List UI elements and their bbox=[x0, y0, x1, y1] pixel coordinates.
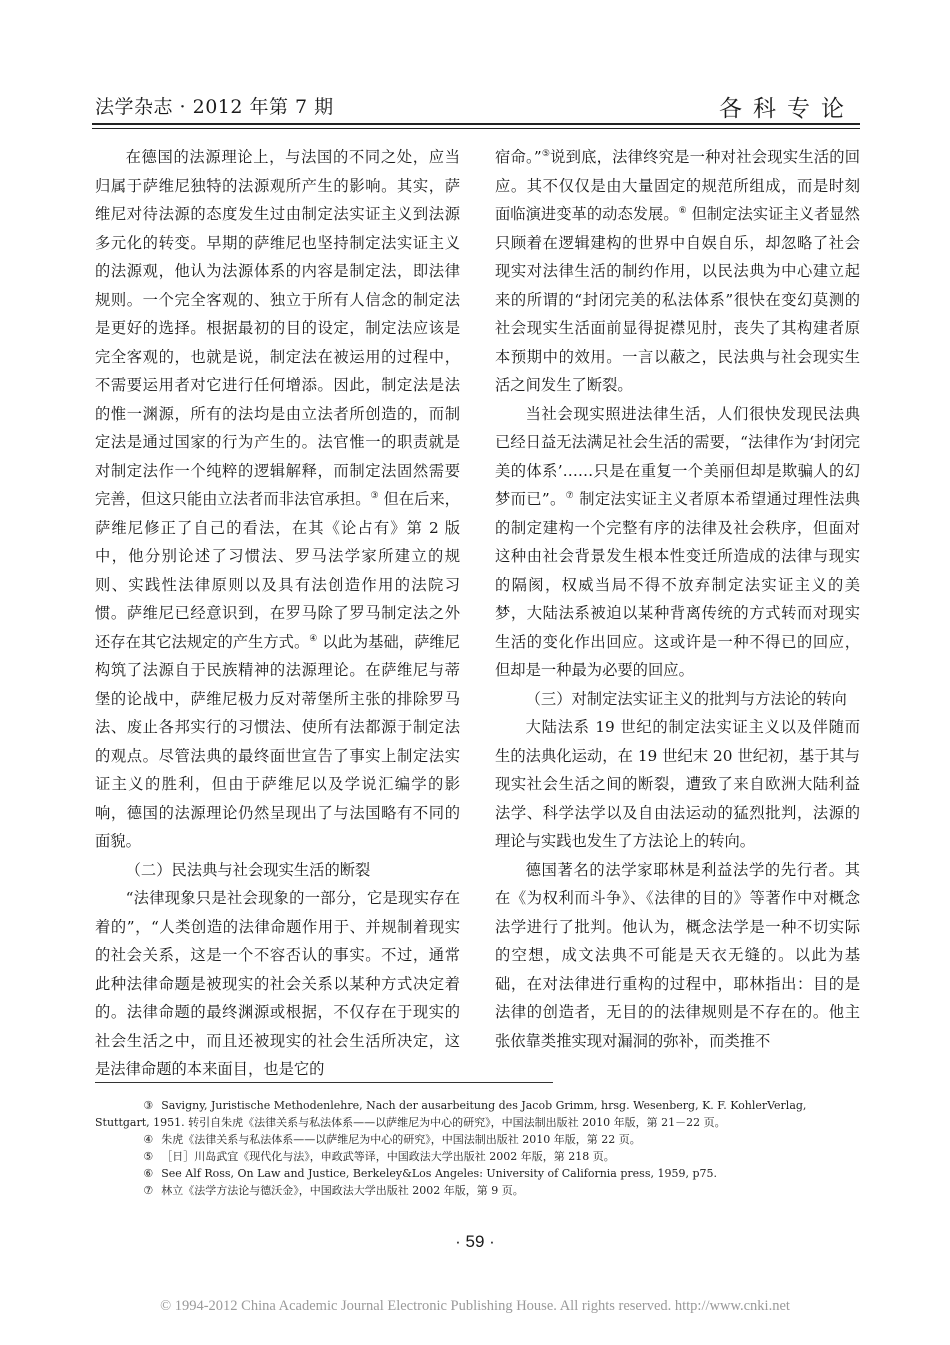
paragraph bbox=[495, 143, 860, 400]
section-heading: （二）民法典与社会现实生活的断裂 bbox=[125, 860, 371, 879]
footnote bbox=[95, 1148, 860, 1165]
footnote-text: ［日］川岛武宜《现代化与法》，申政武等译，中国政法大学出版社 2002 年版，第 218 页。 bbox=[161, 1150, 615, 1163]
footnote-number: ③ bbox=[143, 1099, 154, 1112]
footnote-divider bbox=[95, 1082, 553, 1083]
paragraph-text: 说到底，法律终究是一种对社会现实生活的回应。其不仅仅是由大量固定的规范所组成，而是时刻面临演进变革的动态发展。 bbox=[495, 148, 860, 223]
left-column bbox=[95, 143, 460, 1084]
footnote-text: See Alf Ross, On Law and Justice, Berkeley&Los Angeles: University of California press, 1959, p75. bbox=[161, 1167, 717, 1180]
paragraph-text: 在德国的法源理论上，与法国的不同之处，应当归属于萨维尼独特的法源观所产生的影响。其实，萨维尼对待法源的态度发生过由制定法实证主义到法源多元化的转变。早期的萨维尼也坚持制定法实证主义的法源观，他认为法源体系的内容是制定法，即法律规则。一个完全客观的、独立于所有人信念的制定法是更好的选择。根据最初的目的设定，制定法应该是完全客观的，也就是说，制定法在被运用的过程中，不需要运用者对它进行任何增添。因此，制定法是法的惟一渊源，所有的法均是由立法者所创造的，而制定法是通过国家的行为产生的。法官惟一的职责就是对制定法作一个纯粹的逻辑解释，而制定法固然需要完善，但这只能由立法者而非法官承担。 bbox=[95, 148, 460, 508]
footnote bbox=[95, 1165, 860, 1182]
section-header: 各科专论 bbox=[719, 96, 855, 122]
paragraph-text: 但制定法实证主义者显然只顾着在逻辑建构的世界中自娱自乐，却忽略了社会现实对法律生活的制约作用，以民法典为中心建立起来的所谓的“封闭完美的私法体系”很快在变幻莫测的社会现实生活面前显得捉襟见肘，丧失了其构建者原本预期中的效用。一言以蔽之，民法典与社会现实生活之间发生了断裂。 bbox=[495, 205, 860, 394]
footnote-ref[interactable]: ⑦ bbox=[565, 490, 575, 501]
footnotes bbox=[95, 1097, 860, 1199]
footnote-ref[interactable]: ④ bbox=[309, 633, 318, 644]
footnote-text: 朱虎《法律关系与私法体系——以萨维尼为中心的研究》，中国法制出版社 2010 年版，第 22 页。 bbox=[161, 1133, 641, 1146]
paragraph-text: 但在后来，萨维尼修正了自己的看法，在其《论占有》第 2 版中，他分别论述了习惯法、罗马法学家所建立的规则、实践性法律原则以及具有法创造作用的法院习惯。萨维尼已经意识到，在罗马除了罗马制定法之外还存在其它法规定的产生方式。 bbox=[95, 490, 460, 651]
footnote-text: 林立《法学方法论与德沃金》，中国政法大学出版社 2002 年版，第 9 页。 bbox=[161, 1184, 524, 1197]
header-rule-thick bbox=[92, 123, 860, 125]
footnote-ref[interactable]: ⑤ bbox=[541, 148, 551, 159]
paragraph bbox=[95, 143, 460, 856]
paragraph-text: 以此为基础，萨维尼构筑了法源自于民族精神的法源理论。在萨维尼与蒂堡的论战中，萨维尼极力反对蒂堡所主张的排除罗马法、废止各邦实行的习惯法、使所有法都源于制定法的观点。尽管法典的最终面世宣告了事实上制定法实证主义的胜利，但由于萨维尼以及学说汇编学的影响，德国的法源理论仍然呈现出了与法国略有不同的面貌。 bbox=[95, 632, 460, 850]
journal-header: 法学杂志 · 2012 年第 7 期 bbox=[95, 96, 334, 118]
paragraph: “法律现象只是社会现象的一部分，它是现实存在着的”，“人类创造的法律命题作用于、并规制着现实的社会关系，这是一个不容否认的事实。不过，通常此种法律命题是被现实的社会关系以某种方式决定着的。法律命题的最终渊源或根据，不仅存在于现实的社会生活之中，而且还被现实的社会生活所决定，这是法律命题的本来面目，也是它的 bbox=[95, 889, 460, 1078]
footnote bbox=[95, 1182, 860, 1199]
paragraph bbox=[495, 400, 860, 685]
footnote-number: ⑦ bbox=[143, 1184, 154, 1197]
footnote-ref[interactable]: ⑥ bbox=[678, 205, 687, 216]
footnote bbox=[95, 1097, 860, 1131]
footnote bbox=[95, 1131, 860, 1148]
page-number: · 59 · bbox=[455, 1232, 495, 1251]
copyright-watermark: © 1994-2012 China Academic Journal Electronic Publishing House. All rights reserved. http://www.cnki.net bbox=[160, 1298, 790, 1314]
footnote-number: ⑤ bbox=[143, 1150, 154, 1163]
section-heading: （三）对制定法实证主义的批判与方法论的转向 bbox=[525, 689, 847, 708]
header-rule-thin bbox=[92, 128, 860, 129]
paragraph-text: 当社会现实照进法律生活，人们很快发现民法典已经日益无法满足社会生活的需要，“法律作为‘封闭完美的体系’……只是在重复一个美丽但却是欺骗人的幻梦而已”。 bbox=[495, 404, 860, 508]
footnote-number: ④ bbox=[143, 1133, 154, 1146]
footnote-ref[interactable]: ③ bbox=[370, 490, 379, 501]
footnote-text: Savigny, Juristische Methodenlehre, Nach der ausarbeitung des Jacob Grimm, hrsg. Wesenberg, K. F. KohlerVerlag, Stuttgart, 1951. 转引自朱虎《法律关系与私法体系——以萨维尼为中心的研究》，中国法制出版社 2010 年版，第 21－22 页。 bbox=[95, 1099, 807, 1129]
footnote-number: ⑥ bbox=[143, 1167, 154, 1180]
paragraph: 德国著名的法学家耶林是利益法学的先行者。其在《为权利而斗争》、《法律的目的》等著作中对概念法学进行了批判。他认为，概念法学是一种不切实际的空想，成文法典不可能是天衣无缝的。以此为基础，在对法律进行重构的过程中，耶林指出：目的是法律的创造者，无目的的法律规则是不存在的。他主张依靠类推实现对漏洞的弥补，而类推不 bbox=[495, 860, 860, 1050]
paragraph-text: 制定法实证主义者原本希望通过理性法典的制定建构一个完整有序的法律及社会秩序，但面对这种由社会背景发生根本性变迁所造成的法律与现实的隔阂，权威当局不得不放弃制定法实证主义的美梦，大陆法系被迫以某种背离传统的方式转而对现实生活的变化作出回应。这或许是一种不得已的回应，但却是一种最为必要的回应。 bbox=[495, 490, 860, 679]
right-column bbox=[495, 143, 860, 1055]
paragraph: 大陆法系 19 世纪的制定法实证主义以及伴随而生的法典化运动，在 19 世纪末 20 世纪初，基于其与现实社会生活之间的断裂，遭致了来自欧洲大陆利益法学、科学法学以及自由法运动的猛烈批判，法源的理论与实践也发生了方法论上的转向。 bbox=[495, 718, 860, 850]
paragraph-text: 宿命。” bbox=[495, 148, 542, 166]
